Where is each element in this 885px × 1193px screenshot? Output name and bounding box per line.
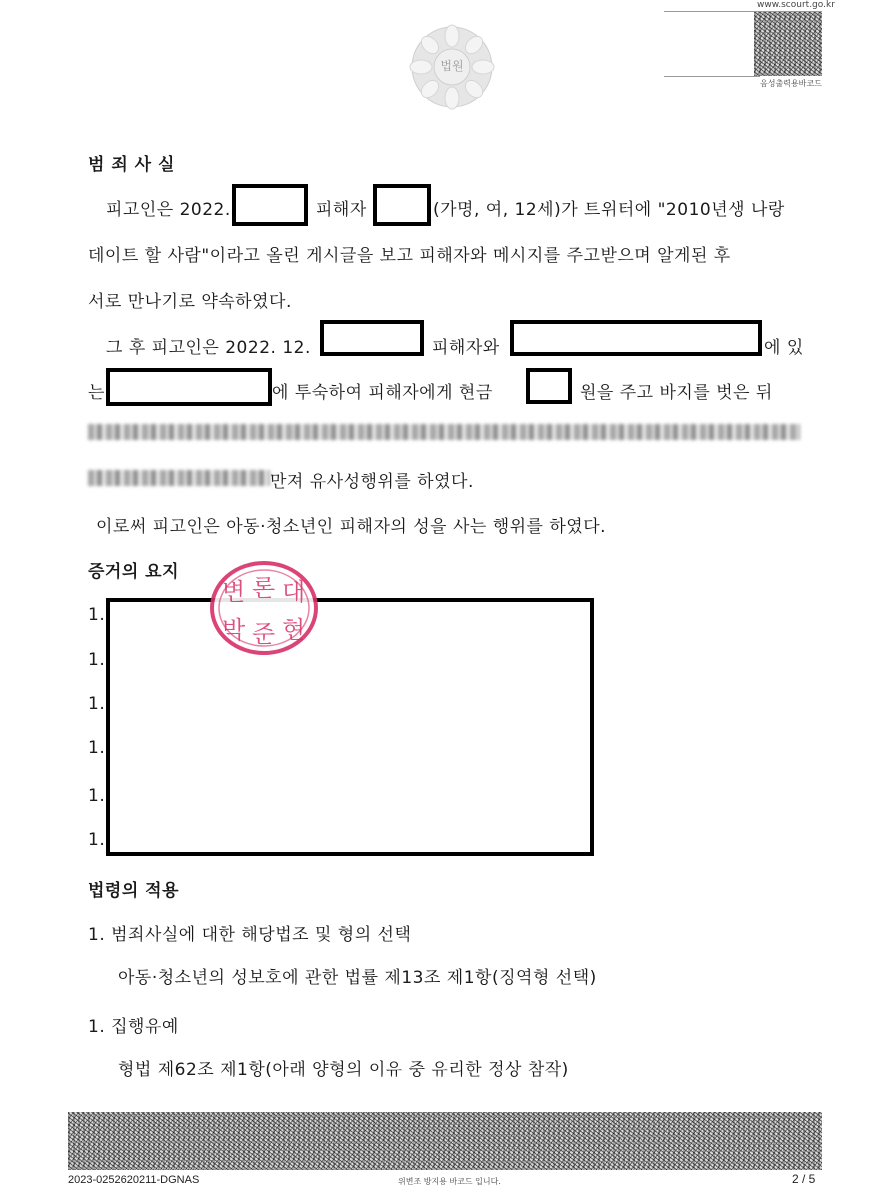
page-number: 2 / 5: [792, 1172, 816, 1186]
redaction-box: [106, 368, 272, 406]
redaction-box: [373, 184, 431, 226]
seal-char: 준: [252, 620, 276, 648]
header-rule-bottom: [664, 76, 760, 77]
seal-char: 변: [222, 578, 246, 606]
crime-fact-p1-a: 피고인은 2022.: [106, 200, 231, 220]
blurred-text-line: [88, 470, 270, 486]
evidence-item-number: 1.: [88, 786, 106, 806]
evidence-heading: 증거의 요지: [88, 562, 180, 582]
seal-char: 현: [282, 616, 306, 644]
emblem-text: 법원: [440, 59, 464, 73]
court-url: www.scourt.go.kr: [757, 0, 835, 10]
law-heading: 법령의 적용: [88, 881, 180, 901]
court-emblem: [407, 24, 497, 110]
law-item-1-detail: 아동·청소년의 성보호에 관한 법률 제13조 제1항(징역형 선택): [118, 968, 597, 988]
evidence-redaction-box: [106, 598, 594, 856]
document-id: 2023-0252620211-DGNAS: [68, 1174, 200, 1186]
seal-char: 대: [282, 578, 306, 606]
crime-fact-p2-a: 그 후 피고인은 2022. 12.: [106, 338, 311, 358]
redaction-box: [526, 368, 572, 404]
crime-fact-p2-e: 에 투숙하여 피해자에게 현금: [272, 383, 493, 403]
crime-fact-p2-b: 피해자와: [432, 338, 500, 358]
anti-forgery-barcode: [68, 1112, 822, 1170]
blurred-text-line: [88, 424, 800, 440]
evidence-item-number: 1.: [88, 650, 106, 670]
law-item-2: 1. 집행유예: [88, 1017, 179, 1037]
crime-fact-p1-c: (가명, 여, 12세)가 트위터에 "2010년생 나랑: [433, 200, 785, 220]
redaction-box: [320, 320, 424, 356]
crime-fact-p2-g: 만져 유사성행위를 하였다.: [270, 472, 474, 492]
crime-facts-heading: 범 죄 사 실: [88, 155, 175, 175]
crime-fact-p2-f: 원을 주고 바지를 벗은 뒤: [580, 383, 773, 403]
evidence-item-number: 1.: [88, 694, 106, 714]
seal-char: 박: [222, 616, 246, 644]
evidence-item-number: 1.: [88, 605, 106, 625]
crime-fact-p1-line3: 서로 만나기로 약속하였다.: [88, 292, 292, 312]
evidence-item-number: 1.: [88, 830, 106, 850]
barcode-notice: 위변조 방지용 바코드 입니다.: [398, 1177, 501, 1186]
seal-char: 론: [252, 574, 276, 602]
redaction-box: [510, 320, 762, 356]
redaction-box: [232, 184, 308, 226]
evidence-item-number: 1.: [88, 738, 106, 758]
law-item-2-detail: 형법 제62조 제1항(아래 양형의 이유 중 유리한 정상 참작): [118, 1060, 569, 1080]
voice-barcode: [754, 12, 822, 76]
barcode-caption: 음성출력용바코드: [760, 79, 822, 88]
crime-fact-p3: 이로써 피고인은 아동·청소년인 피해자의 성을 사는 행위를 하였다.: [96, 517, 607, 537]
lawyer-seal-stamp: [208, 560, 320, 656]
crime-fact-p1-b: 피해자: [316, 200, 367, 220]
crime-fact-p2-d: 는: [88, 383, 105, 403]
law-item-1: 1. 범죄사실에 대한 해당법조 및 형의 선택: [88, 925, 412, 945]
crime-fact-p1-line2: 데이트 할 사람"이라고 올린 게시글을 보고 피해자와 메시지를 주고받으며 알게된 후: [88, 246, 731, 266]
crime-fact-p2-c: 에 있: [764, 338, 804, 358]
